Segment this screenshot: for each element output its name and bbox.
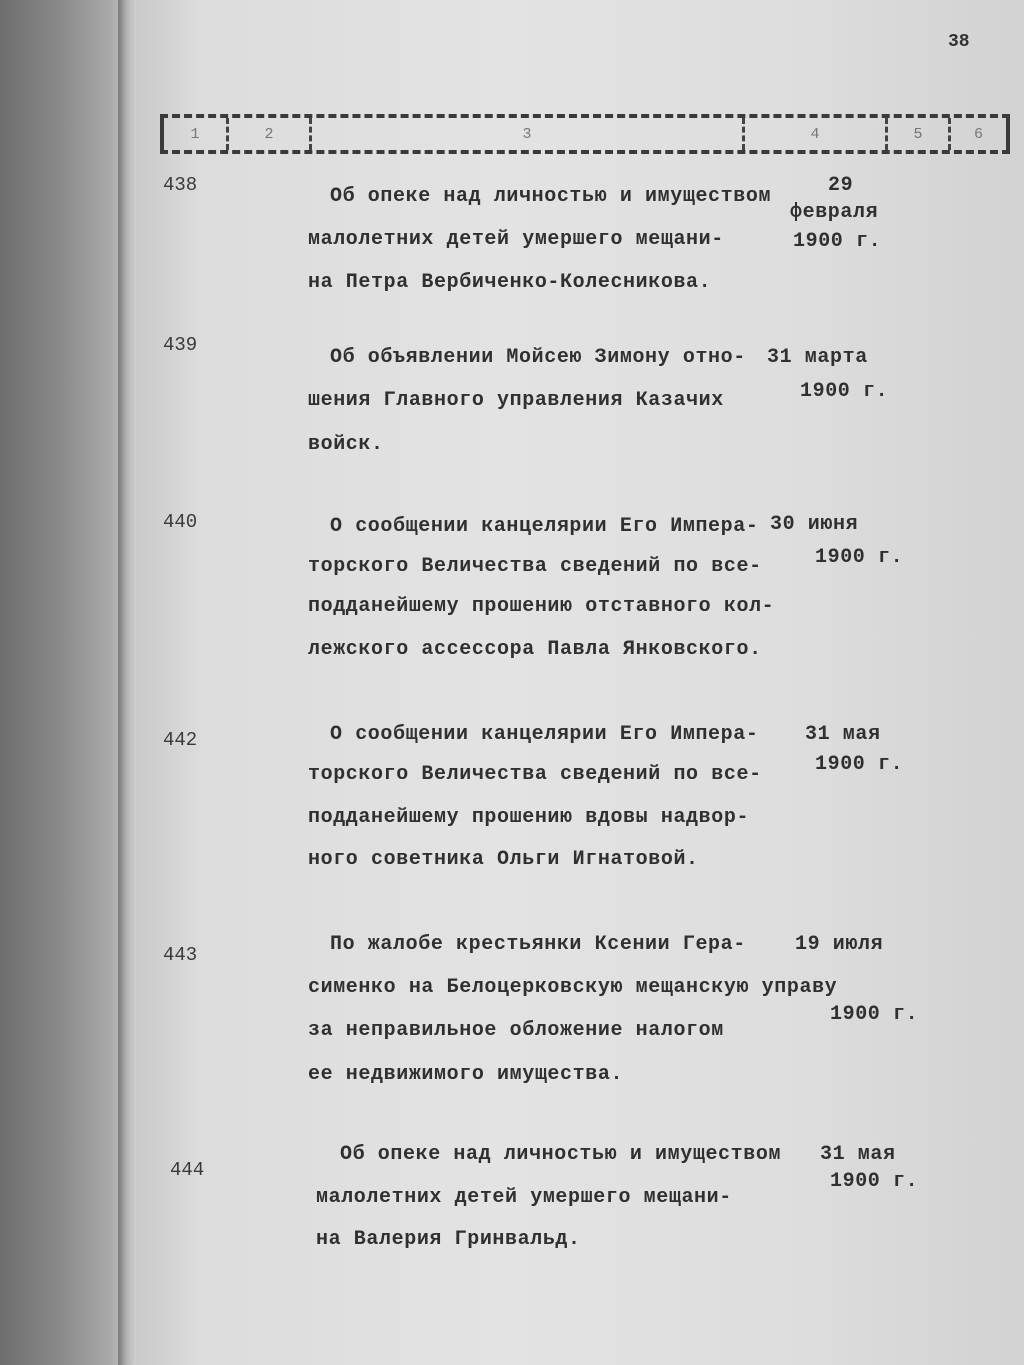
entry-text-line: подданейшему прошению отставного кол- — [308, 595, 775, 618]
entry-text-line: подданейшему прошению вдовы надвор- — [308, 806, 750, 829]
entry-text-line: шения Главного управления Казачих — [308, 389, 724, 412]
entry-text-line: лежского ассессора Павла Янковского. — [308, 638, 762, 661]
entry-date: 1900 г. — [815, 546, 904, 569]
entry-date: 31 мая — [805, 723, 881, 746]
entry-number: 439 — [163, 334, 198, 356]
entry-text-line: торского Величества сведений по все- — [308, 763, 762, 786]
column-header-table — [160, 114, 1010, 154]
entry-text-line: сименко на Белоцерковскую мещанскую управу — [308, 976, 838, 999]
entry-date: 31 марта — [767, 346, 868, 369]
page-gutter — [118, 0, 136, 1365]
entry-date: 1900 г. — [830, 1170, 919, 1193]
entry-text-line: за неправильное обложение налогом — [308, 1019, 724, 1042]
entry-text-line: малолетних детей умершего мещани- — [316, 1186, 732, 1209]
column-header-4: 4 — [745, 118, 888, 150]
column-header-5: 5 — [888, 118, 951, 150]
entry-text-line: Об объявлении Мойсею Зимону отно- — [330, 346, 746, 369]
entry-text-line: на Петра Вербиченко-Колесникова. — [308, 271, 712, 294]
entry-date: 31 мая — [820, 1143, 896, 1166]
column-header-2: 2 — [229, 118, 312, 150]
entry-date: 1900 г. — [830, 1003, 919, 1026]
entry-text-line: О сообщении канцелярии Его Импера- — [330, 515, 759, 538]
entry-text-line: О сообщении канцелярии Его Импера- — [330, 723, 759, 746]
entry-text-line: По жалобе крестьянки Ксении Гера- — [330, 933, 746, 956]
entry-text-line: ного советника Ольги Игнатовой. — [308, 848, 699, 871]
entry-date: февраля — [790, 201, 879, 224]
entry-date: 1900 г. — [815, 753, 904, 776]
entry-text-line: ее недвижимого имущества. — [308, 1063, 624, 1086]
entry-number: 440 — [163, 511, 198, 533]
entry-text-line: Об опеке над личностью и имуществом — [340, 1143, 782, 1166]
entry-text-line: торского Величества сведений по все- — [308, 555, 762, 578]
entry-text-line: войск. — [308, 433, 384, 456]
entry-text-line: Об опеке над личностью и имуществом — [330, 185, 772, 208]
entry-text-line: малолетних детей умершего мещани- — [308, 228, 724, 251]
entry-text-line: на Валерия Гринвальд. — [316, 1228, 581, 1251]
column-header-3: 3 — [312, 118, 745, 150]
entry-number: 444 — [170, 1159, 205, 1181]
entry-number: 442 — [163, 729, 198, 751]
entry-number: 443 — [163, 944, 198, 966]
entry-date: 1900 г. — [793, 230, 882, 253]
page-number: 38 — [948, 32, 970, 52]
column-header-6: 6 — [973, 125, 983, 143]
column-header-1: 1 — [164, 118, 229, 150]
entry-date: 30 июня — [770, 513, 859, 536]
entry-date: 1900 г. — [800, 380, 889, 403]
entry-date: 29 — [828, 174, 854, 197]
entry-number: 438 — [163, 174, 198, 196]
entry-date: 19 июля — [795, 933, 884, 956]
